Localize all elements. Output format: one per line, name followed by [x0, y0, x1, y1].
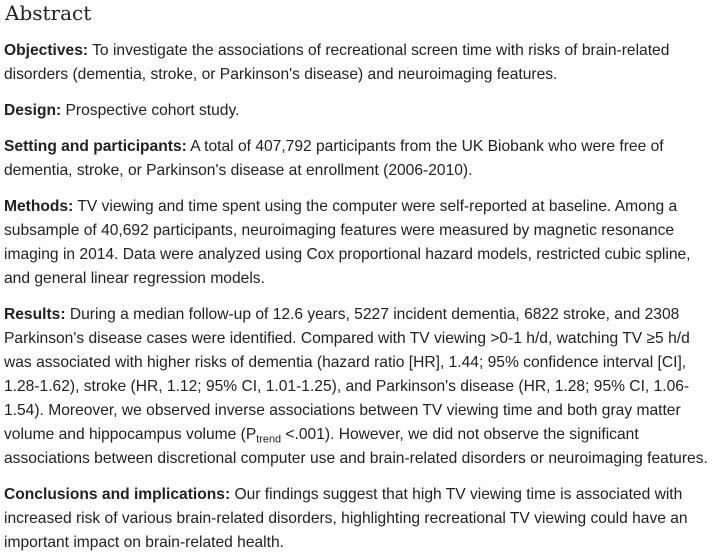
design-label: Design:	[4, 102, 62, 119]
setting-label: Setting and participants:	[4, 138, 187, 155]
design-text: Prospective cohort study.	[65, 102, 240, 119]
design-section	[4, 99, 716, 123]
results-text-before: During a median follow-up of 12.6 years, 5227 incident dementia, 6822 stroke, and 2308 Parkinson's disease cases were identified. Compared with TV viewing >0-1 h/d, watching TV ≥5 h/d was associated with higher risks of dementia (hazard ratio [HR], 1.44; 95% confidence interval [CI], 1.28-1.62), stroke (HR, 1.12; 95% CI, 1.01-1.25), and Parkinson's disease (HR, 1.28; 95% CI, 1.06-1.54). Moreover, we observed inverse associations between TV viewing time and both gray matter volume and hippocampus volume (P	[4, 306, 690, 443]
setting-text: A total of 407,792 participants from the UK Biobank who were free of dementia, stroke, or Parkinson's disease at enrollment (2006-2010).	[4, 138, 664, 179]
results-text-after: <.001). However, we did not observe the significant associations between discretional computer use and brain-related disorders or neuroimaging features.	[4, 426, 708, 467]
methods-section	[4, 195, 716, 291]
results-label: Results:	[4, 306, 66, 323]
p-trend-subscript: trend	[256, 433, 282, 446]
results-section	[4, 303, 716, 471]
conclusions-label: Conclusions and implications:	[4, 486, 231, 503]
conclusions-section	[4, 483, 716, 555]
objectives-label: Objectives:	[4, 42, 89, 59]
conclusions-text: Our findings suggest that high TV viewing time is associated with increased risk of various brain-related disorders, highlighting recreational TV viewing could have an important impact on brain-related health.	[4, 486, 688, 551]
objectives-text: To investigate the associations of recreational screen time with risks of brain-related disorders (dementia, stroke, or Parkinson's disease) and neuroimaging features.	[4, 42, 670, 83]
methods-label: Methods:	[4, 198, 74, 215]
methods-text: TV viewing and time spent using the computer were self-reported at baseline. Among a subsample of 40,692 participants, neuroimaging features were measured by magnetic resonance imaging in 2014. Data were analyzed using Cox proportional hazard models, restricted cubic spline, and general linear regression models.	[4, 198, 691, 287]
setting-section	[4, 135, 716, 183]
abstract-heading: Abstract	[5, 1, 92, 25]
objectives-section	[4, 39, 716, 87]
